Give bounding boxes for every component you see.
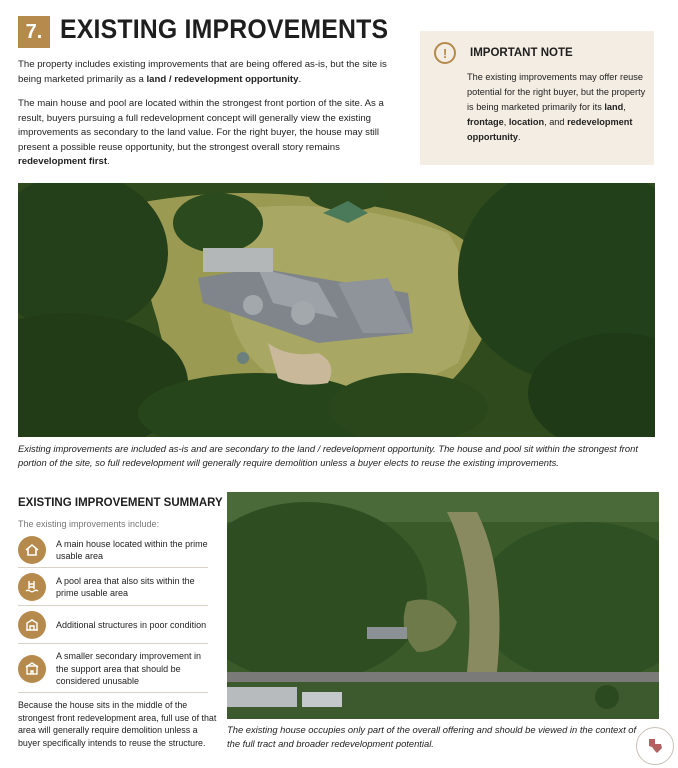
aerial-photo-tract xyxy=(227,492,659,719)
section-number: 7. xyxy=(18,16,50,48)
summary-item-house xyxy=(18,536,208,564)
summary-item-structures xyxy=(18,611,208,639)
summary-divider xyxy=(18,692,208,693)
structure-icon xyxy=(18,611,46,639)
summary-title: EXISTING IMPROVEMENT SUMMARY xyxy=(18,497,223,509)
texas-map-icon xyxy=(644,735,666,757)
intro-paragraph-2: The main house and pool are located within the strongest front portion of the site. As a result, buyers pursuing a full redevelopment concept will generally view the existing improvements as secondary to the land value. For the right buyer, the house may still present a possible reuse opportunity, but the strongest overall story remains redevelopment first. xyxy=(18,98,384,167)
summary-item-text: Additional structures in poor condition xyxy=(56,619,207,630)
exclamation-icon: ! xyxy=(434,42,456,64)
aerial-house-illustration xyxy=(18,183,655,437)
small-building-icon xyxy=(18,655,46,683)
important-note-title: IMPORTANT NOTE xyxy=(470,47,573,59)
summary-item-text: A pool area that also sits within the prime usable area xyxy=(56,575,195,598)
pool-icon xyxy=(18,573,46,601)
intro-paragraph-1: The property includes existing improvements that are being offered as-is, but the site is being marketed primarily as a land / redevelopment opportunity. xyxy=(18,59,387,85)
summary-item-text: A main house located within the prime usable area xyxy=(56,538,208,561)
summary-item-secondary xyxy=(18,650,208,688)
aerial-photo-house xyxy=(18,183,655,437)
important-note-text: The existing improvements may offer reuse potential for the right buyer, but the property is being marketed primarily for its land, frontage, location, and redevelopment opportunity. xyxy=(467,72,646,142)
seal-logo xyxy=(636,727,674,765)
photo-caption-1: Existing improvements are included as-is and are secondary to the land / redevelopment opportunity. The house and pool sit within the strongest front portion of the site, so full redevelopment will generally require demolition unless a buyer elects to reuse the existing improvements. xyxy=(18,443,638,468)
aerial-tract-illustration xyxy=(227,492,659,719)
summary-closing-text: Because the house sits in the middle of the strongest front redevelopment area, full use of that area will generally require demolition unless a buyer specifically intends to reuse the structure. xyxy=(18,700,217,748)
summary-intro: The existing improvements include: xyxy=(18,519,160,529)
house-icon xyxy=(18,536,46,564)
summary-item-pool xyxy=(18,573,208,601)
summary-divider xyxy=(18,567,208,568)
summary-item-text: A smaller secondary improvement in the support area that should be considered unusable xyxy=(56,651,202,686)
page-title: EXISTING IMPROVEMENTS xyxy=(60,14,389,44)
photo-caption-2: The existing house occupies only part of the overall offering and should be viewed in the context of the full tract and broader redevelopment potential. xyxy=(227,724,637,749)
summary-divider xyxy=(18,643,208,644)
summary-divider xyxy=(18,605,208,606)
